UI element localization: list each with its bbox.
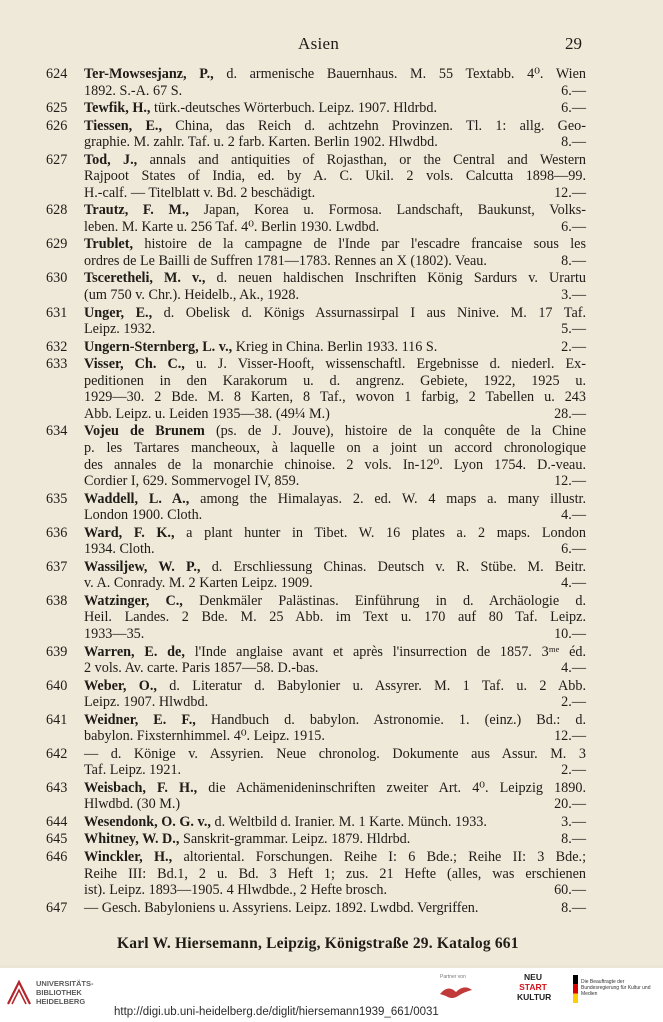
- entry-price: 6.—: [561, 100, 586, 117]
- entry-author: Winckler, H.,: [84, 848, 173, 865]
- entry-text: 1892. S.-A. 67 S.: [84, 82, 183, 99]
- entry-text: 2 vols. Av. carte. Paris 1857—58. D.-bas.: [84, 660, 319, 677]
- entry-author: Ungern-Sternberg, L. v.,: [84, 338, 233, 355]
- entry-text: Cordier I, 629. Sommervogel IV, 859.: [84, 473, 300, 490]
- entry-author: Unger, E.,: [84, 304, 153, 321]
- entry-line: [84, 305, 586, 322]
- entry-text: d. Literatur d. Babylonier u. Assyrer. M. 1 Taf. u. 2 Abb.: [169, 677, 587, 694]
- catalog-entry: [46, 118, 586, 151]
- entry-price: 8.—: [561, 899, 586, 916]
- catalog-entry: [46, 814, 586, 831]
- entry-price: 2.—: [561, 694, 586, 711]
- entry-line: [84, 541, 586, 558]
- catalog-entry: [46, 491, 586, 524]
- catalog-entry: [46, 900, 586, 917]
- entry-text: China, das Reich d. achtzehn Provinzen. Tl. 1: allg. Geo-: [175, 117, 587, 134]
- entry-text: u. J. Visser-Hooft, wissenschaftl. Ergebnisse d. niederl. Ex-: [196, 356, 586, 373]
- entry-text: Handbuch d. babylon. Astronomie. 1. (einz.) Bd.: d.: [210, 711, 586, 728]
- entry-text: ist). Leipz. 1893—1905. 4 Hlwdbde., 2 Hefte brosch.: [84, 882, 388, 899]
- entry-number: 632: [46, 338, 68, 355]
- section-title: Asien: [298, 34, 340, 53]
- entry-line: [84, 882, 586, 899]
- entry-line: [84, 168, 586, 185]
- entry-text: histoire de la campagne de l'Inde par l'escadre francaise sous les: [144, 236, 586, 253]
- entry-price: 4.—: [561, 575, 586, 592]
- entry-text: — d. Könige v. Assyrien. Neue chronolog. Dokumente aus Assur. M. 3: [84, 745, 586, 762]
- entry-number: 637: [46, 558, 68, 575]
- entry-line: [84, 152, 586, 169]
- entry-text: p. les Tartares mancheoux, à laquelle on a joint un accord chronologique: [84, 439, 586, 456]
- catalog-entry: [46, 152, 586, 202]
- entry-line: [84, 609, 586, 626]
- catalog-entry: [46, 593, 586, 643]
- entry-price: 5.—: [561, 321, 586, 338]
- catalog-entry: [46, 849, 586, 899]
- federal-government-logo: [573, 975, 659, 1005]
- entry-text: d. Erschliessung Chinas. Deutsch v. R. Stübe. M. Beitr.: [211, 558, 587, 575]
- page-header: [0, 34, 663, 56]
- entry-author: Weidner, E. F.,: [84, 711, 196, 728]
- entry-author: Waddell, L. A.,: [84, 490, 190, 507]
- entry-line: [84, 389, 586, 406]
- catalog-entry: [46, 644, 586, 677]
- entry-number: 627: [46, 151, 68, 168]
- entry-price: 4.—: [561, 507, 586, 524]
- entry-line: [84, 185, 586, 202]
- entry-line: [84, 849, 586, 866]
- entry-text: v. A. Conrady. M. 2 Karten Leipz. 1909.: [84, 575, 313, 592]
- entry-line: [84, 219, 586, 236]
- neustart-line: KULTUR: [517, 992, 552, 1002]
- entry-author: Tod, J.,: [84, 151, 138, 168]
- entry-author: Tsceretheli, M. v.,: [84, 270, 206, 287]
- entry-price: 10.—: [554, 626, 586, 643]
- entry-line: [84, 780, 586, 797]
- neustart-line: NEU: [524, 972, 542, 982]
- entry-text: (ps. de J. Jouve), histoire de la conquête de la Chine: [215, 423, 586, 440]
- entry-price: 3.—: [561, 813, 586, 830]
- entry-author: Weber, O.,: [84, 677, 157, 694]
- library-name-line: HEIDELBERG: [36, 997, 86, 1006]
- entry-number: 631: [46, 304, 68, 321]
- entry-price: 12.—: [554, 184, 586, 201]
- entry-text: des annales de la monarchie chinoise. 2 vols. In-12⁰. Lyon 1754. D.-veau.: [84, 456, 586, 473]
- entry-price: 6.—: [561, 218, 586, 235]
- entry-price: 3.—: [561, 287, 586, 304]
- entry-author: Warren, E. de,: [84, 643, 185, 660]
- catalog-entries: [46, 66, 586, 917]
- entry-line: [84, 575, 586, 592]
- entry-text: die Achämenideninschriften zweiter Art. 4⁰. Leipzig 1890.: [208, 779, 587, 796]
- entry-text: — Gesch. Babyloniens u. Assyriens. Leipz. 1892. Lwdbd. Vergriffen.: [84, 899, 479, 916]
- entry-text: d. neuen haldischen Inschriften König Sardurs v. Urartu: [216, 270, 587, 287]
- catalog-entry: [46, 305, 586, 338]
- catalog-footer: Karl W. Hiersemann, Leipzig, Königstraße 29. Katalog 661: [117, 935, 519, 952]
- entry-line: [84, 525, 586, 542]
- entry-number: 636: [46, 524, 68, 541]
- entry-text: Abb. Leipz. u. Leiden 1935—38. (49¼ M.): [84, 405, 330, 422]
- catalog-entry: [46, 100, 586, 117]
- entry-line: [84, 694, 586, 711]
- entry-text: d. Weltbild d. Iranier. M. 1 Karte. Münch. 1933.: [214, 813, 487, 830]
- entry-text: ordres de Le Bailli de Suffren 1781—1783. Rennes an X (1802). Veau.: [84, 252, 487, 269]
- entry-number: 645: [46, 831, 68, 848]
- entry-text: Heil. Landes. 2 Bde. M. 25 Abb. im Text u. 170 auf 80 Taf. Leipz.: [84, 609, 586, 626]
- entry-line: [84, 236, 586, 253]
- entry-text: (um 750 v. Chr.). Heidelb., Ak., 1928.: [84, 287, 300, 304]
- entry-text: Reihe III: Bd.1, 2 u. Bd. 3 Heft 1; zus. 21 Hefte (alles, was erschienen: [84, 865, 586, 882]
- entry-line: [84, 593, 586, 610]
- entry-author: Wesendonk, O. G. v.,: [84, 813, 211, 830]
- entry-author: Ter-Mowsesjanz, P.,: [84, 66, 214, 82]
- entry-price: 8.—: [561, 134, 586, 151]
- entry-author: Whitney, W. D.,: [84, 831, 180, 848]
- entry-line: [84, 118, 586, 135]
- entry-line: [84, 287, 586, 304]
- catalog-entry: [46, 780, 586, 813]
- entry-text: türk.-deutsches Wörterbuch. Leipz. 1907. Hldrbd.: [154, 100, 438, 117]
- entry-line: [84, 253, 586, 270]
- entry-author: Watzinger, C.,: [84, 592, 183, 609]
- library-name-line: BIBLIOTHEK: [36, 988, 82, 997]
- entry-line: [84, 202, 586, 219]
- entry-number: 628: [46, 202, 68, 219]
- entry-line: [84, 814, 586, 831]
- german-flag-icon: [573, 975, 578, 1003]
- catalog-entry: [46, 339, 586, 356]
- catalog-entry: [46, 270, 586, 303]
- entry-text: London 1900. Cloth.: [84, 507, 203, 524]
- permalink-url[interactable]: http://digi.ub.uni-heidelberg.de/diglit/hiersemann1939_661/0031: [114, 1006, 439, 1018]
- entry-text: among the Himalayas. 2. ed. W. 4 maps a. many illustr.: [200, 490, 587, 507]
- entry-price: 60.—: [554, 882, 586, 899]
- entry-line: [84, 866, 586, 883]
- entry-author: Tewfik, H.,: [84, 100, 151, 117]
- entry-number: 626: [46, 117, 68, 134]
- entry-text: l'Inde anglaise avant et après l'insurrection de 1857. 3ᵐᵉ éd.: [194, 643, 587, 660]
- entry-author: Weisbach, F. H.,: [84, 779, 198, 796]
- entry-number: 647: [46, 899, 68, 916]
- entry-number: 630: [46, 270, 68, 287]
- catalog-entry: [46, 746, 586, 779]
- entry-author: Tiessen, E.,: [84, 117, 163, 134]
- entry-line: [84, 507, 586, 524]
- entry-text: peditionen in den Karakorum u. d. angrenz. Gebiete, 1922, 1925 u.: [84, 372, 586, 389]
- catalog-entry: [46, 236, 586, 269]
- entry-text: a plant hunter in Tibet. W. 16 plates a. 2 maps. London: [186, 524, 586, 541]
- entry-line: [84, 762, 586, 779]
- entry-text: Hlwdbd. (30 M.): [84, 796, 181, 813]
- entry-text: babylon. Fixsternhimmel. 4⁰. Leipz. 1915.: [84, 728, 325, 745]
- entry-text: Sanskrit-grammar. Leipz. 1879. Hldrbd.: [182, 831, 411, 848]
- entry-line: [84, 356, 586, 373]
- entry-number: 644: [46, 813, 68, 830]
- entry-author: Wassiljew, W. P.,: [84, 558, 201, 575]
- entry-line: [84, 134, 586, 151]
- entry-number: 646: [46, 848, 68, 865]
- entry-price: 2.—: [561, 762, 586, 779]
- entry-text: 1933—35.: [84, 626, 145, 643]
- catalog-entry: [46, 678, 586, 711]
- entry-text: 1929—30. 2 Bde. M. 8 Karten, 8 Taf., wovon 1 farbig, 2 Tabellen u. 243: [84, 389, 586, 406]
- entry-text: 1934. Cloth.: [84, 541, 155, 558]
- entry-number: 629: [46, 236, 68, 253]
- catalog-entry: [46, 66, 586, 99]
- entry-line: [84, 321, 586, 338]
- entry-line: [84, 339, 586, 356]
- entry-text: H.-calf. — Titelblatt v. Bd. 2 beschädigt.: [84, 184, 316, 201]
- entry-price: 8.—: [561, 831, 586, 848]
- entry-number: 634: [46, 423, 68, 440]
- entry-author: Trublet,: [84, 236, 133, 253]
- entry-price: 12.—: [554, 728, 586, 745]
- entry-line: [84, 660, 586, 677]
- entry-text: leben. M. Karte u. 256 Taf. 4⁰. Berlin 1930. Lwdbd.: [84, 218, 380, 235]
- entry-number: 625: [46, 100, 68, 117]
- entry-line: [84, 728, 586, 745]
- entry-text: Krieg in China. Berlin 1933. 116 S.: [235, 338, 438, 355]
- entry-number: 642: [46, 745, 68, 762]
- entry-text: Japan, Korea u. Formosa. Landschaft, Baukunst, Volks-: [203, 202, 587, 219]
- library-name: [36, 979, 94, 1006]
- entry-number: 639: [46, 643, 68, 660]
- catalog-entry: [46, 202, 586, 235]
- catalog-entry: [46, 831, 586, 848]
- entry-line: [84, 746, 586, 763]
- entry-price: 28.—: [554, 405, 586, 422]
- entry-author: Visser, Ch. C.,: [84, 356, 185, 373]
- catalog-entry: [46, 423, 586, 489]
- neustart-line: START: [519, 982, 547, 992]
- entry-text: Leipz. 1907. Hlwdbd.: [84, 694, 209, 711]
- entry-line: [84, 491, 586, 508]
- catalog-entry: [46, 525, 586, 558]
- entry-line: [84, 644, 586, 661]
- entry-line: [84, 900, 586, 917]
- entry-price: 12.—: [554, 473, 586, 490]
- entry-price: 4.—: [561, 660, 586, 677]
- entry-author: Ward, F. K.,: [84, 524, 175, 541]
- entry-line: [84, 796, 586, 813]
- entry-price: 6.—: [561, 82, 586, 99]
- entry-price: 2.—: [561, 338, 586, 355]
- neustart-kultur-logo: [517, 972, 552, 1008]
- catalog-entry: [46, 559, 586, 592]
- entry-number: 640: [46, 677, 68, 694]
- entry-price: 20.—: [554, 796, 586, 813]
- library-name-line: UNIVERSITÄTS-: [36, 979, 94, 988]
- entry-number: 643: [46, 779, 68, 796]
- entry-line: [84, 712, 586, 729]
- entry-line: [84, 66, 586, 83]
- entry-price: 8.—: [561, 252, 586, 269]
- entry-text: Taf. Leipz. 1921.: [84, 762, 182, 779]
- entry-text: d. armenische Bauernhaus. M. 55 Textabb. 4⁰. Wien: [226, 66, 587, 82]
- entry-author: Vojeu de Brunem: [84, 423, 205, 440]
- entry-line: [84, 100, 586, 117]
- catalog-entry: [46, 712, 586, 745]
- entry-line: [84, 406, 586, 423]
- entry-line: [84, 678, 586, 695]
- entry-line: [84, 559, 586, 576]
- catalog-entry: [46, 356, 586, 422]
- partner-label: Partner von: [440, 974, 466, 980]
- entry-author: Trautz, F. M.,: [84, 202, 189, 219]
- entry-price: 6.—: [561, 541, 586, 558]
- entry-text: Leipz. 1932.: [84, 321, 156, 338]
- entry-line: [84, 831, 586, 848]
- digitization-bar: [0, 968, 663, 1022]
- partner-bird-logo-icon: [438, 982, 474, 1002]
- page-number: 29: [565, 34, 582, 53]
- entry-text: Rajpoot States of India, ed. by A. C. Ukil. 2 vols. Calcutta 1898—99.: [84, 168, 586, 185]
- federal-government-text: Die Beauftragte der Bundesregierung für Kultur und Medien: [581, 979, 651, 997]
- entry-text: altoriental. Forschungen. Reihe I: 6 Bde.; Reihe II: 3 Bde.;: [183, 848, 587, 865]
- entry-number: 638: [46, 592, 68, 609]
- entry-line: [84, 373, 586, 390]
- entry-number: 635: [46, 490, 68, 507]
- entry-line: [84, 440, 586, 457]
- entry-line: [84, 423, 586, 440]
- university-library-logo-icon: [6, 980, 32, 1006]
- entry-number: 633: [46, 356, 68, 373]
- entry-number: 624: [46, 66, 68, 82]
- entry-line: [84, 473, 586, 490]
- entry-text: Denkmäler Palästinas. Einführung in d. Archäologie d.: [199, 592, 587, 609]
- entry-text: annals and antiquities of Rojasthan, or the Central and Western: [149, 151, 586, 168]
- entry-text: d. Obelisk d. Königs Assurnassirpal I aus Ninive. M. 17 Taf.: [163, 304, 587, 321]
- entry-line: [84, 626, 586, 643]
- entry-number: 641: [46, 711, 68, 728]
- entry-line: [84, 83, 586, 100]
- entry-line: [84, 270, 586, 287]
- entry-line: [84, 457, 586, 474]
- entry-text: graphie. M. zahlr. Taf. u. 2 farb. Karten. Berlin 1902. Hlwdbd.: [84, 134, 438, 151]
